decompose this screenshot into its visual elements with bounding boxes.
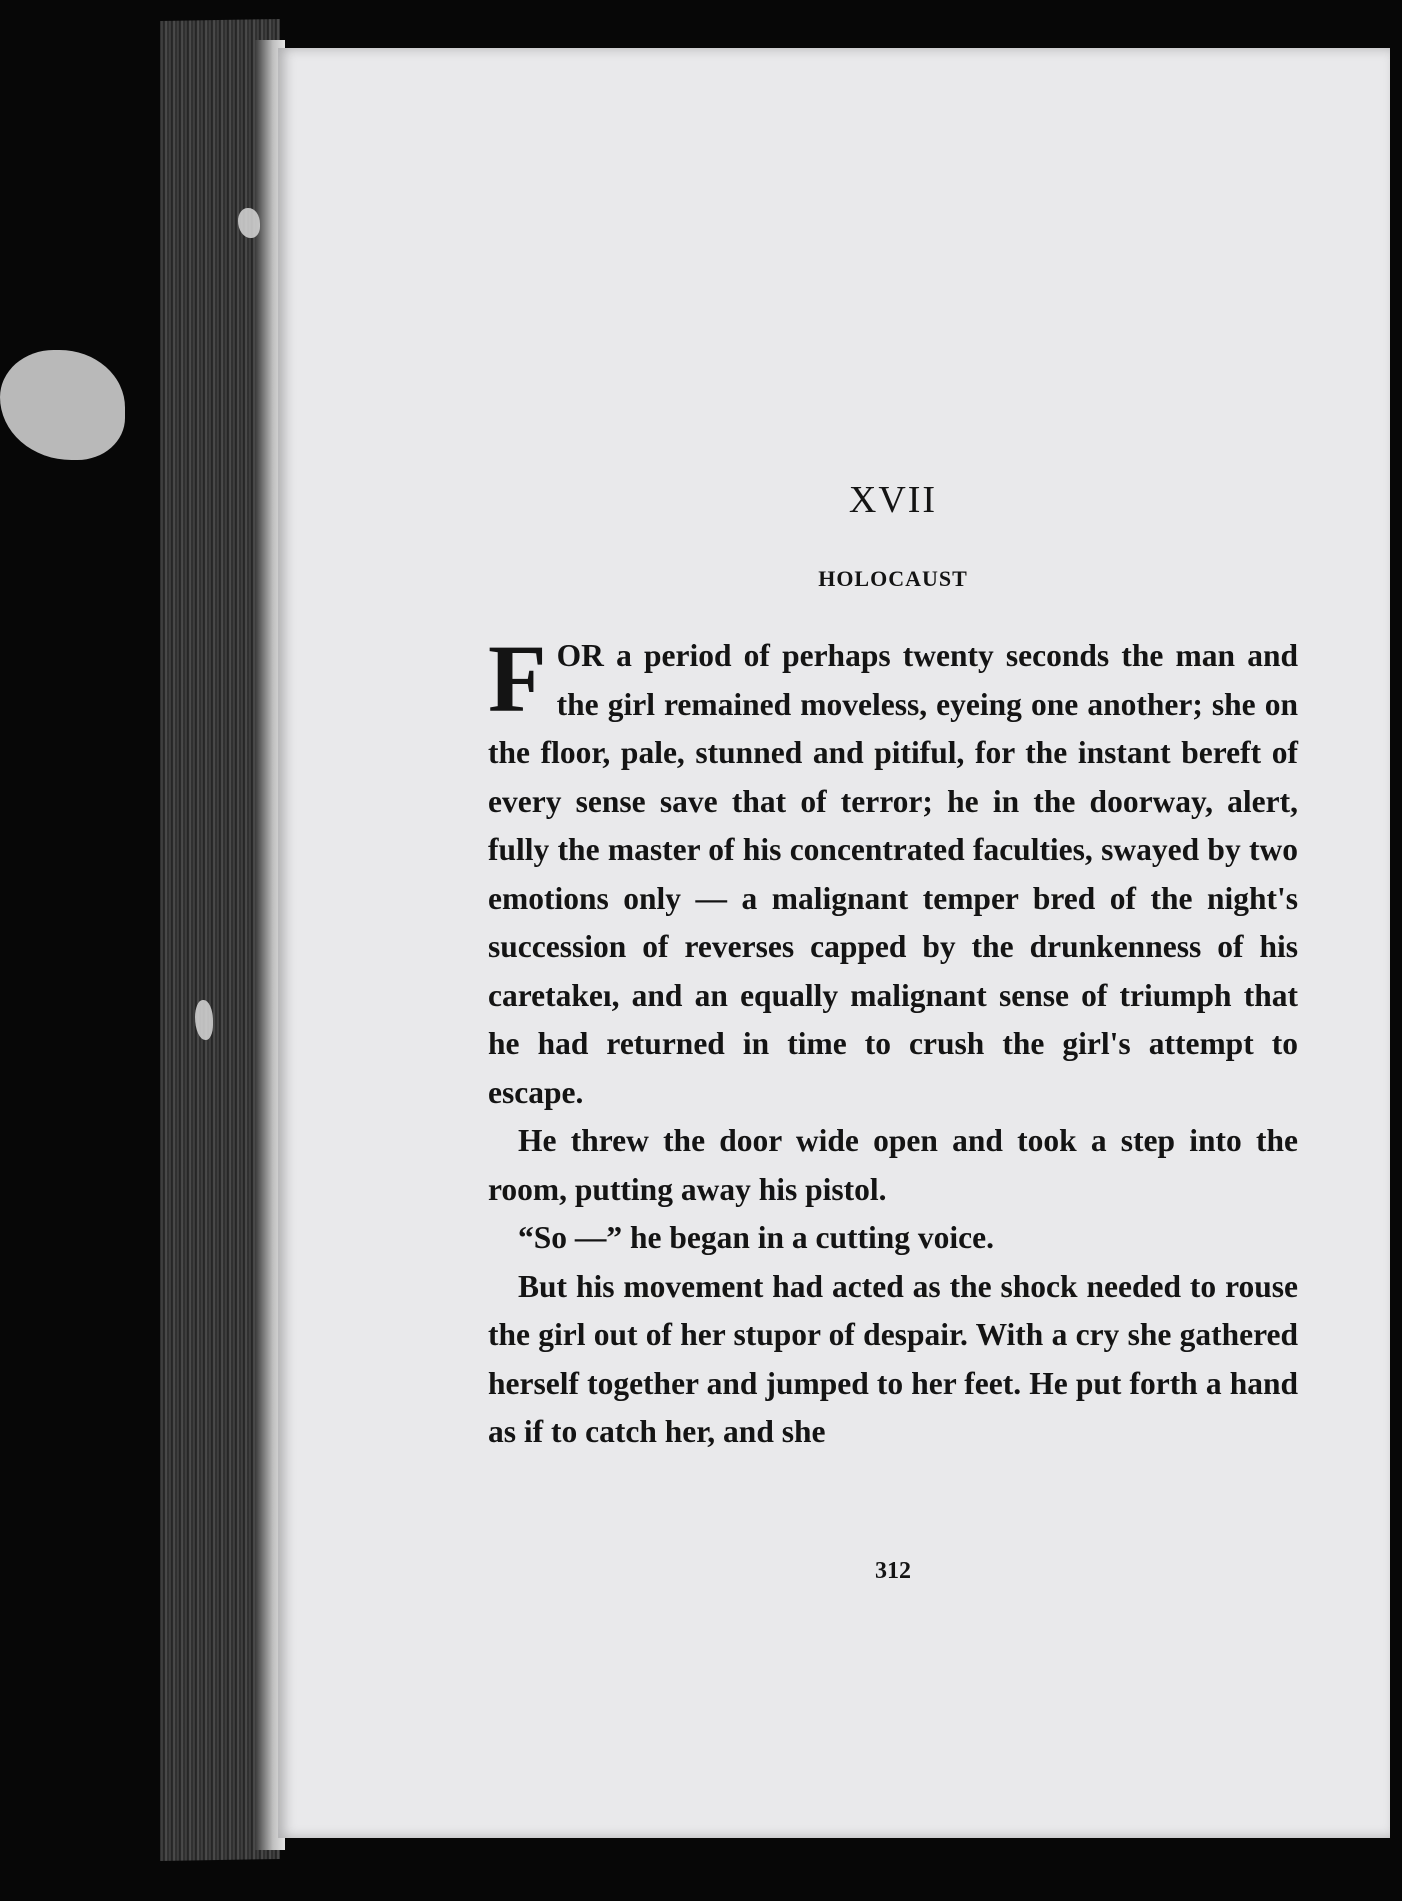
paper-speck xyxy=(238,208,260,238)
paragraph: He threw the door wide open and took a step into the room, putting away his pistol. xyxy=(488,1123,1298,1207)
page-number: 312 xyxy=(875,1558,911,1584)
chapter-number: XVII xyxy=(848,479,938,521)
lead-caps: OR xyxy=(556,638,604,673)
paragraph xyxy=(488,625,1298,1117)
paragraph-text: a period of perhaps twenty seconds the man and the girl remained moveless, eyeing one another; she on the floor, pale, stunned and pitiful, for the instant bereft of every sense save that of terror; he in the doorway, alert, fully the master of his concentrated faculties, swayed by two emotions only — a malignant temper bred of the night's succession of reverses capped by the drunkenness of his caretakeı, and an equally malignant sense of triumph that he had returned in time to crush the girl's attempt to escape. xyxy=(488,638,1298,1110)
paper-speck xyxy=(195,1000,213,1040)
chapter-title: HOLOCAUST xyxy=(818,566,968,591)
drop-cap: F xyxy=(488,625,547,732)
body-text xyxy=(488,625,1298,1457)
paragraph: But his movement had acted as the shock needed to rouse the girl out of her stupor of despair. With a cry she gathered herself together and jumped to her feet. He put forth a hand as if to catch her, and she xyxy=(488,1268,1298,1449)
book-page xyxy=(278,48,1390,1838)
paper-fragment xyxy=(0,350,125,460)
paragraph: “So —” he began in a cutting voice. xyxy=(518,1220,995,1255)
